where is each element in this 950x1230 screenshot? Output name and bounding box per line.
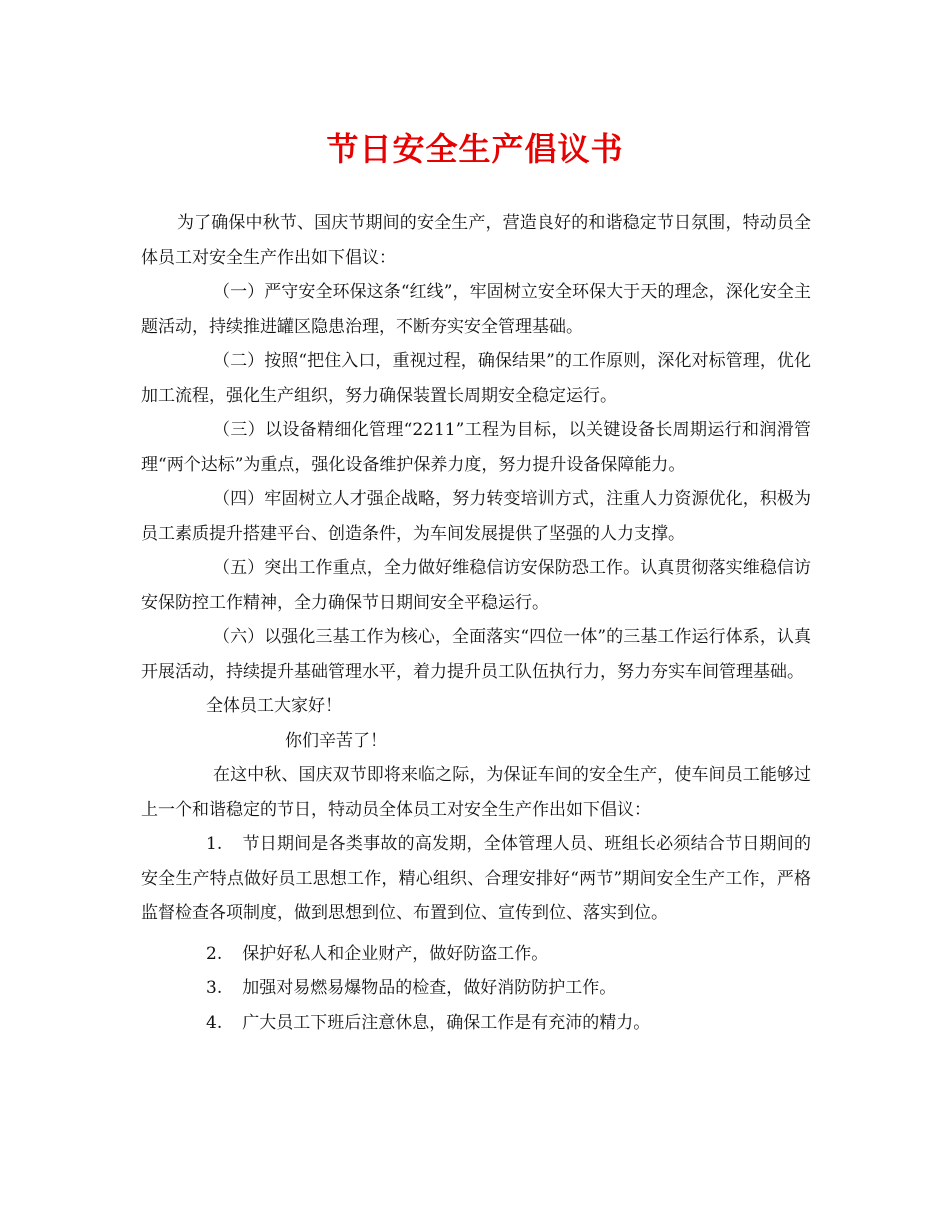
item-number: 3. — [206, 978, 223, 998]
initiative-item-4: （四）牢固树立人才强企战略，努力转变培训方式，注重人力资源优化，积极为员工素质提升搭建平台、创造条件，为车间发展提供了坚强的人力支撑。 — [141, 489, 811, 544]
greeting-line: 全体员工大家好！ — [206, 696, 342, 716]
item-text: 节日期间是各类事故的高发期，全体管理人员、班组长必须结合节日期间的安全生产特点做好员工思想工作，精心组织、合理安排好“两节”期间安全生产工作，严格监督检查各项制度，做到思想到位、布置到位、宣传到位、落实到位。 — [141, 834, 811, 923]
second-intro-paragraph: 在这中秋、国庆双节即将来临之际，为保证车间的安全生产，使车间员工能够过上一个和谐稳定的节日，特动员全体员工对安全生产作出如下倡议： — [141, 765, 811, 820]
numbered-item-1 — [141, 827, 811, 931]
greeting-line-2: 你们辛苦了！ — [285, 730, 387, 751]
numbered-item-4 — [141, 1006, 811, 1041]
document-body — [141, 206, 811, 1040]
initiative-item-6: （六）以强化三基工作为核心，全面落实“四位一体”的三基工作运行体系，认真开展活动，持续提升基础管理水平，着力提升员工队伍执行力，努力夯实车间管理基础。 — [141, 627, 811, 682]
initiative-item-1: （一）严守安全环保这条“红线”，牢固树立安全环保大于天的理念，深化安全主题活动，持续推进罐区隐患治理，不断夯实安全管理基础。 — [141, 282, 811, 337]
intro-paragraph: 为了确保中秋节、国庆节期间的安全生产，营造良好的和谐稳定节日氛围，特动员全体员工对安全生产作出如下倡议： — [141, 213, 811, 268]
item-text: 广大员工下班后注意休息，确保工作是有充沛的精力。 — [242, 1012, 651, 1033]
item-text: 保护好私人和企业财产，做好防盗工作。 — [242, 943, 549, 964]
initiative-item-5: （五）突出工作重点，全力做好维稳信访安保防恐工作。认真贯彻落实维稳信访安保防控工作精神，全力确保节日期间安全平稳运行。 — [141, 558, 811, 613]
numbered-item-3 — [141, 971, 811, 1006]
initiative-item-3: （三）以设备精细化管理“2211”工程为目标，以关键设备长周期运行和润滑管理“两个达标”为重点，强化设备维护保养力度，努力提升设备保障能力。 — [141, 420, 811, 475]
document-title: 节日安全生产倡议书 — [326, 130, 624, 168]
item-number: 2. — [206, 943, 223, 964]
numbered-item-2 — [141, 937, 811, 972]
item-text: 加强对易燃易爆物品的检查，做好消防防护工作。 — [242, 978, 617, 998]
initiative-item-2: （二）按照“把住入口，重视过程，确保结果”的工作原则，深化对标管理，优化加工流程，强化生产组织，努力确保装置长周期安全稳定运行。 — [141, 351, 811, 406]
item-number: 4. — [206, 1012, 223, 1033]
item-number: 1. — [206, 834, 223, 854]
